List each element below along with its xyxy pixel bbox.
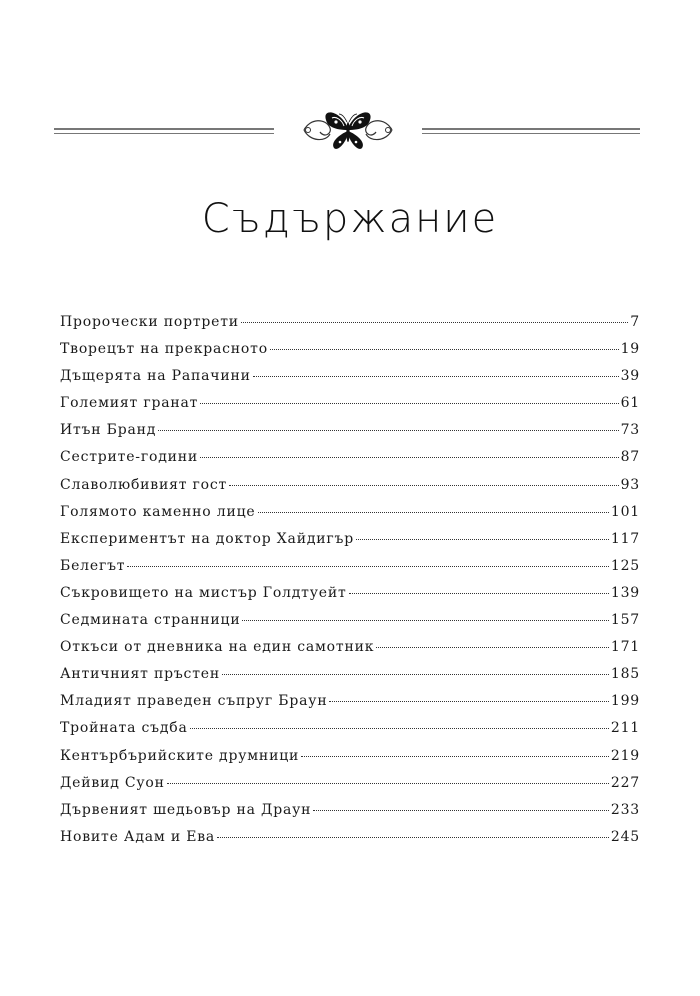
toc-entry-title: Големият гранат [60,395,199,412]
toc-entry-page-number: 125 [610,557,640,574]
toc-entry[interactable] [60,639,640,666]
toc-entry[interactable] [60,693,640,720]
dot-leader [242,620,608,621]
dot-leader [270,349,619,350]
toc-entry-title: Дъщерята на Рапачини [60,368,251,385]
toc-entry-title: Младият праведен съпруг Браун [60,693,328,710]
toc-entry[interactable] [60,720,640,747]
dot-leader [229,485,618,486]
toc-entry[interactable] [60,422,640,449]
dot-leader [329,701,608,702]
butterfly-icon [296,104,400,156]
toc-entry-page-number: 101 [610,503,640,520]
toc-entry[interactable] [60,477,640,504]
toc-entry-title: Тройната съдба [60,720,188,737]
dot-leader [158,430,618,431]
toc-entry-title: Белегът [60,557,126,574]
toc-entry[interactable] [60,829,640,856]
toc-entry[interactable] [60,775,640,802]
toc-entry-page-number: 117 [610,530,640,547]
toc-entry[interactable] [60,449,640,476]
toc-entry[interactable] [60,341,640,368]
toc-entry[interactable] [60,585,640,612]
toc-entry-page-number: 199 [610,693,640,710]
toc-entry-page-number: 211 [610,720,640,737]
toc-entry[interactable] [60,531,640,558]
toc-entry-title: Дървеният шедьовър на Драун [60,801,312,818]
toc-entry-page-number: 39 [620,368,640,385]
toc-entry-title: Творецът на прекрасното [60,341,268,358]
toc-entry-title: Съкровището на мистър Голдтуейт [60,584,347,601]
toc-entry[interactable] [60,558,640,585]
toc-entry[interactable] [60,802,640,829]
dot-leader [241,322,628,323]
toc-entry-page-number: 73 [620,422,640,439]
toc-entry-title: Итън Бранд [60,422,157,439]
dot-leader [313,810,609,811]
dot-leader [200,457,619,458]
toc-entry-page-number: 157 [610,612,640,629]
toc-entry[interactable] [60,666,640,693]
toc-entry[interactable] [60,368,640,395]
toc-entry-title: Експериментът на доктор Хайдигър [60,530,354,547]
toc-entry[interactable] [60,314,640,341]
toc-entry-page-number: 245 [610,828,640,845]
toc-entry[interactable] [60,504,640,531]
dot-leader [217,837,609,838]
toc-entry-page-number: 233 [610,801,640,818]
toc-entry-title: Античният пръстен [60,666,220,683]
toc-entry-title: Сестрите-години [60,449,199,466]
dot-leader [253,376,619,377]
header-ornament [0,104,700,156]
toc-entry[interactable] [60,748,640,775]
table-of-contents [60,314,640,856]
dot-leader [258,512,609,513]
toc-entry-title: Седмината странници [60,612,241,629]
dot-leader [222,674,609,675]
toc-entry[interactable] [60,395,640,422]
toc-entry-title: Новите Адам и Ева [60,828,216,845]
toc-entry-title: Пророчески портрети [60,314,239,330]
toc-entry-page-number: 93 [620,476,640,493]
toc-entry-page-number: 139 [610,584,640,601]
toc-entry-page-number: 61 [620,395,640,412]
dot-leader [127,566,609,567]
toc-entry-page-number: 227 [610,774,640,791]
toc-entry-page-number: 19 [620,341,640,358]
toc-entry-title: Откъси от дневника на един самотник [60,639,375,656]
left-divider-rule [54,128,274,134]
toc-entry[interactable] [60,612,640,639]
toc-entry-title: Славолюбивият гост [60,476,228,493]
toc-entry-page-number: 171 [610,639,640,656]
dot-leader [376,647,609,648]
toc-entry-title: Кентърбърийските друмници [60,747,300,764]
toc-entry-title: Дейвид Суон [60,774,165,791]
toc-entry-page-number: 87 [620,449,640,466]
dot-leader [167,783,609,784]
page-title: Съдържание [201,196,499,242]
right-divider-rule [422,128,640,134]
toc-entry-page-number: 219 [610,747,640,764]
dot-leader [356,539,609,540]
toc-entry-title: Голямото каменно лице [60,503,256,520]
dot-leader [190,728,609,729]
dot-leader [301,756,609,757]
toc-entry-page-number: 7 [630,314,640,330]
dot-leader [200,403,618,404]
dot-leader [349,593,609,594]
toc-entry-page-number: 185 [610,666,640,683]
